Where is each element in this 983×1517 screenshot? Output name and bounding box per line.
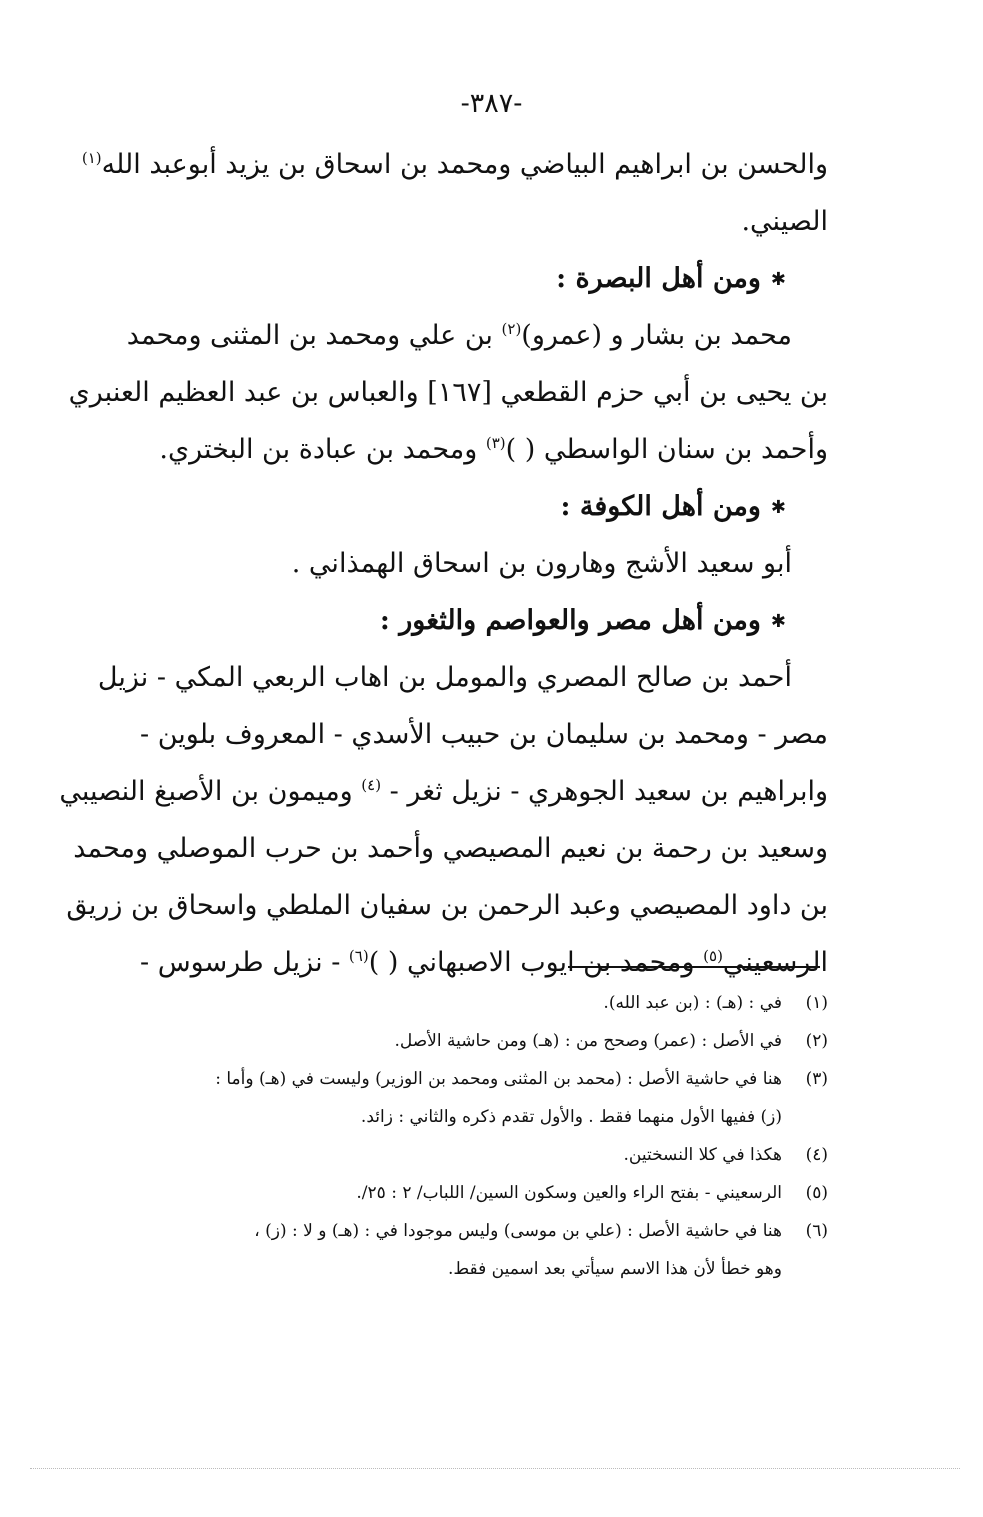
footnote-text: في : (هـ) : (بن عبد الله).	[603, 993, 782, 1013]
footnote-item	[140, 1022, 828, 1060]
footnote-number: (٢)	[805, 1031, 828, 1051]
footnote-item	[140, 1136, 828, 1174]
footnote-separator	[568, 966, 820, 968]
footnote-item	[140, 1060, 828, 1136]
page-number: -٣٨٧-	[460, 88, 523, 119]
footnote-ref: (١)	[81, 149, 102, 167]
text-line: وابراهيم بن سعيد الجوهري - نزيل ثغر - $^{(٤)}$ وميمون بن الأصبغ النصيبي	[59, 776, 828, 807]
section-heading-kufa: ✱ومن أهل الكوفة :	[560, 491, 786, 522]
footnote-ref: (٤)	[361, 776, 382, 794]
footnote-text: هكذا في كلا النسختين.	[623, 1145, 782, 1165]
footnotes	[140, 984, 828, 1288]
footnote-number: (٦)	[805, 1221, 828, 1241]
footnote-ref: (٥)	[703, 947, 723, 965]
footnote-number: (٤)	[805, 1145, 828, 1165]
text-line: الصيني.	[741, 206, 828, 237]
text-line: الرسعيني$^{(٥)}$ ومحمد بن ايوب الاصبهاني ( )$^{(٦)}$ - نزيل طرسوس -	[140, 947, 828, 978]
footnote-item	[140, 984, 828, 1022]
footnote-number: (١)	[805, 993, 828, 1013]
asterisk-icon: ✱	[770, 611, 786, 632]
scan-edge-dots	[30, 1468, 960, 1469]
footnote-item	[140, 1212, 828, 1288]
asterisk-icon: ✱	[770, 269, 786, 290]
section-heading-basra: ✱ومن أهل البصرة :	[556, 263, 786, 294]
section-heading-misr: ✱ومن أهل مصر والعواصم والثغور :	[379, 605, 786, 636]
text-line: أحمد بن صالح المصري والمومل بن اهاب الربعي المكي - نزيل	[97, 662, 792, 693]
footnote-number: (٣)	[805, 1069, 828, 1089]
footnote-ref: (٢)	[501, 320, 522, 338]
text-line: وسعيد بن رحمة بن نعيم المصيصي وأحمد بن حرب الموصلي ومحمد	[73, 833, 828, 864]
text-line: مصر - ومحمد بن سليمان بن حبيب الأسدي - المعروف بلوين -	[140, 719, 828, 750]
main-text	[59, 136, 828, 991]
footnote-text: في الأصل : (عمر) وصحح من : (هـ) ومن حاشية الأصل.	[394, 1031, 782, 1051]
text-line: بن داود المصيصي وعبد الرحمن بن سفيان الملطي واسحاق بن زريق	[66, 890, 828, 921]
text-line: والحسن بن ابراهيم البياضي ومحمد بن اسحاق بن يزيد أبوعبد الله$^{(١)}$	[81, 149, 828, 180]
footnote-item	[140, 1174, 828, 1212]
footnote-number: (٥)	[805, 1183, 828, 1203]
footnote-text: هنا في حاشية الأصل : (علي بن موسى) وليس موجودا في : (هـ) و لا : (ز) ، وهو خطأ لأن هذا الاسم سيأتي بعد اسمين فقط.	[254, 1221, 782, 1279]
footnote-ref: (٦)	[348, 947, 369, 965]
text-line: محمد بن بشار و (عمرو)$^{(٢)}$ بن علي ومحمد بن المثنى ومحمد	[126, 320, 792, 351]
footnote-text: الرسعيني - بفتح الراء والعين وسكون السين/ اللباب/ ٢ : ٢٥/.	[356, 1183, 782, 1203]
asterisk-icon: ✱	[770, 497, 786, 518]
text-line: بن يحيى بن أبي حزم القطعي [١٦٧] والعباس بن عبد العظيم العنبري	[68, 377, 828, 408]
footnote-ref: (٣)	[485, 434, 506, 452]
footnote-text: هنا في حاشية الأصل : (محمد بن المثنى ومحمد بن الوزير) وليست في (هـ) وأما : (ز) ففيها الأول منهما فقط . والأول تقدم ذكره والثاني : زائد.	[215, 1069, 782, 1127]
text-line: وأحمد بن سنان الواسطي ( )$^{(٣)}$ ومحمد بن عبادة بن البختري.	[159, 434, 828, 465]
text-line: أبو سعيد الأشج وهارون بن اسحاق الهمذاني .	[291, 548, 792, 579]
